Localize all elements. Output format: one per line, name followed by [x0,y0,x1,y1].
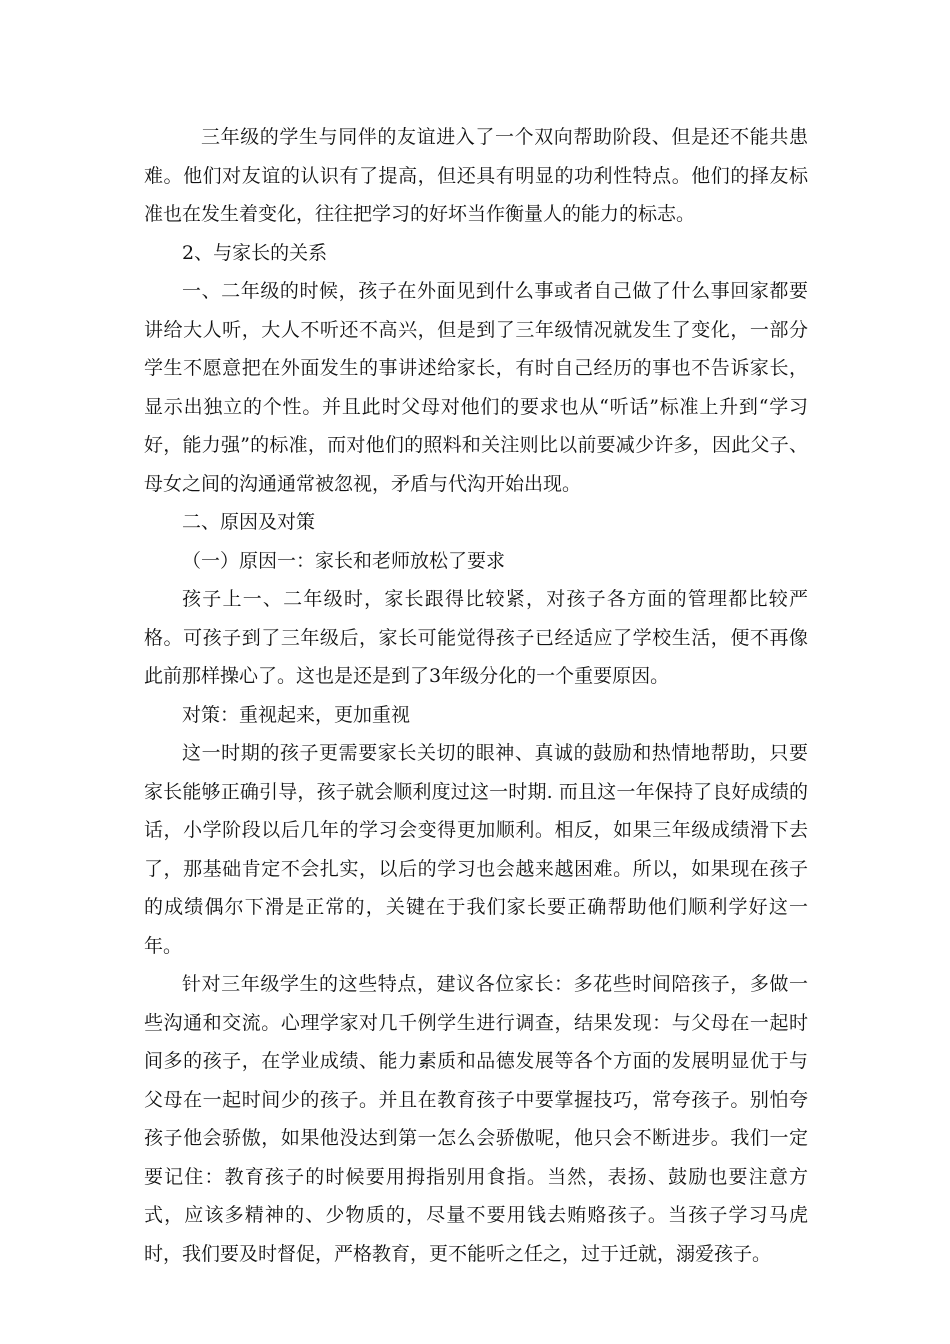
paragraph-parent-relationship: 一、二年级的时候，孩子在外面见到什么事或者自己做了什么事回家都要讲给大人听，大人不听还不高兴，但是到了三年级情况就发生了变化，一部分学生不愿意把在外面发生的事讲述给家长，有时自己经历的事也不告诉家长，显示出独立的个性。并且此时父母对他们的要求也从“听话”标准上升到“学习好，能力强”的标准，而对他们的照料和关注则比以前要减少许多，因此父子、母女之间的沟通通常被忽视，矛盾与代沟开始出现。 [144,280,808,495]
heading-parent-relationship: 2、与家长的关系 [182,241,328,264]
paragraph-friendship: 三年级的学生与同伴的友谊进入了一个双向帮助阶段、但是还不能共患难。他们对友谊的认识有了提高，但还具有明显的功利性特点。他们的择友标准也在发生着变化，往往把学习的好坏当作衡量人的能力的标志。 [144,126,808,225]
paragraph-measure: 这一时期的孩子更需要家长关切的眼神、真诚的鼓励和热情地帮助，只要家长能够正确引导，孩子就会顺利度过这一时期. 而且这一年保持了良好成绩的话，小学阶段以后几年的学习会变得更加顺利。相反，如果三年级成绩滑下去了，那基础肯定不会扎实，以后的学习也会越来越困难。所以，如果现在孩子的成绩偶尔下滑是正常的，关键在于我们家长要正确帮助他们顺利学好这一年。 [144,742,808,957]
heading-cause-one: （一）原因一：家长和老师放松了要求 [182,549,506,572]
heading-measure: 对策：重视起来，更加重视 [182,703,411,726]
document-page [144,118,808,1273]
paragraph-cause-one: 孩子上一、二年级时，家长跟得比较紧，对孩子各方面的管理都比较严格。可孩子到了三年级后，家长可能觉得孩子已经适应了学校生活，便不再像此前那样操心了。这也是还是到了3年级分化的一个重要原因。 [144,588,808,687]
paragraph-advice: 针对三年级学生的这些特点，建议各位家长：多花些时间陪孩子，多做一些沟通和交流。心理学家对几千例学生进行调查，结果发现：与父母在一起时间多的孩子，在学业成绩、能力素质和品德发展等各个方面的发展明显优于与父母在一起时间少的孩子。并且在教育孩子中要掌握技巧，常夸孩子。别怕夸孩子他会骄傲，如果他没达到第一怎么会骄傲呢，他只会不断进步。我们一定要记住：教育孩子的时候要用拇指别用食指。当然，表扬、鼓励也要注意方式，应该多精神的、少物质的，尽量不要用钱去贿赂孩子。当孩子学习马虎时，我们要及时督促，严格教育，更不能听之任之，过于迁就，溺爱孩子。 [144,973,808,1265]
heading-causes-and-measures: 二、原因及对策 [182,511,316,533]
